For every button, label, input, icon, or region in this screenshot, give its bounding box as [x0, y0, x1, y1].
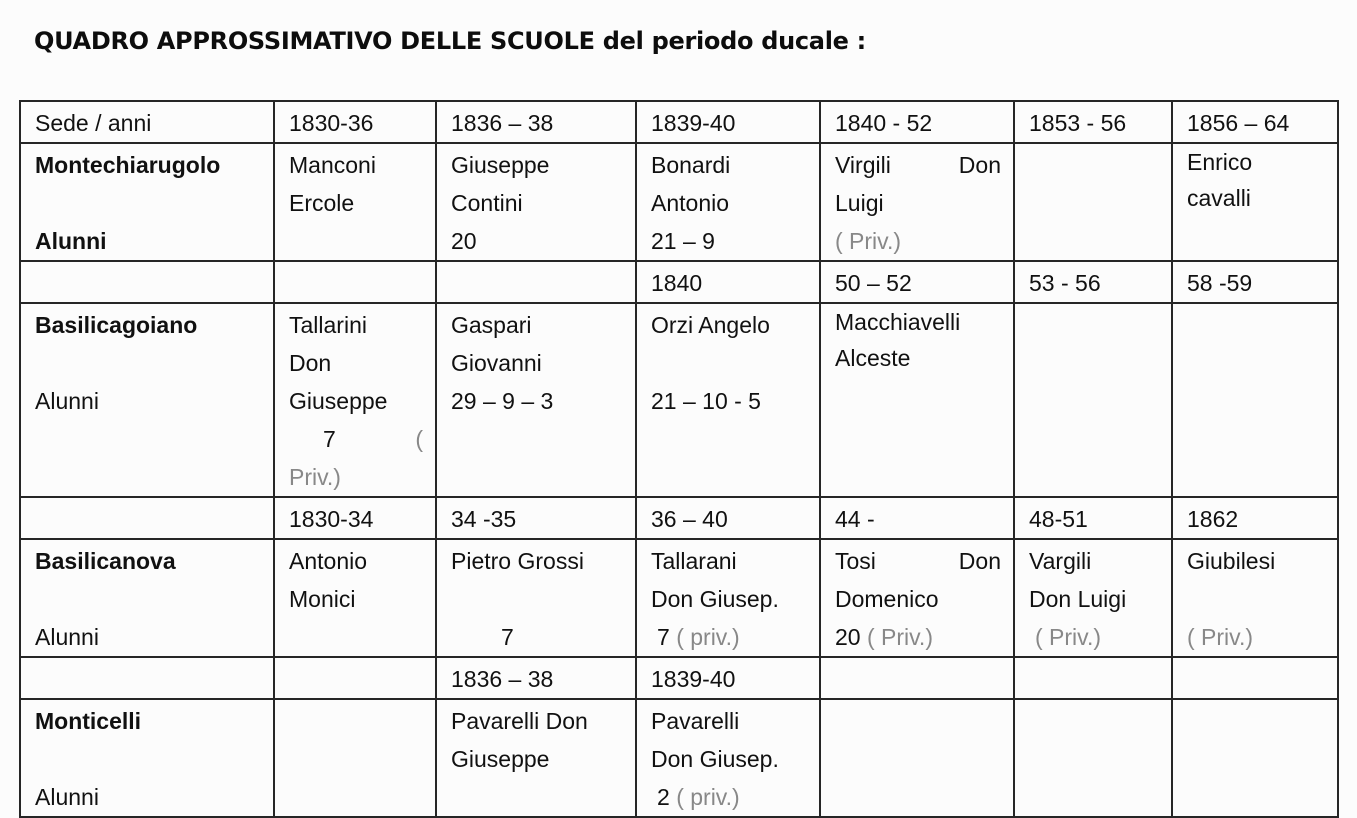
empty-cell: [1014, 699, 1172, 817]
empty-cell: [1172, 699, 1338, 817]
teacher-cell: Virgili Don Luigi ( Priv.): [820, 143, 1014, 261]
years-row: [20, 497, 1338, 539]
teacher-cell: Giuseppe Contini 20: [436, 143, 636, 261]
teacher-cell: Macchiavelli Alceste: [820, 303, 1014, 497]
place-cell: [20, 303, 274, 497]
empty-cell: [1172, 303, 1338, 497]
alunni-label: Alunni: [35, 388, 99, 414]
year-cell: 1836 – 38: [436, 657, 636, 699]
alunni-label: Alunni: [35, 228, 107, 254]
year-cell: 48-51: [1014, 497, 1172, 539]
year-cell: [274, 261, 436, 303]
page-title: [34, 24, 866, 58]
priv-note: ( priv.): [676, 624, 740, 650]
header-cell: Sede / anni: [20, 101, 274, 143]
teacher-cell: Manconi Ercole: [274, 143, 436, 261]
alunni-label: Alunni: [35, 784, 99, 810]
place-cell: [20, 699, 274, 817]
header-cell: 1840 - 52: [820, 101, 1014, 143]
year-cell: [20, 657, 274, 699]
row-montechiarugolo: [20, 143, 1338, 261]
header-cell: 1853 - 56: [1014, 101, 1172, 143]
priv-note: ( Priv.): [1035, 624, 1102, 650]
year-cell: [820, 657, 1014, 699]
header-row: [20, 101, 1338, 143]
teacher-cell: Tallarini Don Giuseppe 7 ( Priv.): [274, 303, 436, 497]
year-cell: [1172, 657, 1338, 699]
place-name: Basilicagoiano: [35, 312, 198, 338]
row-basilicagoiano: [20, 303, 1338, 497]
place-cell: [20, 539, 274, 657]
teacher-cell: Antonio Monici: [274, 539, 436, 657]
year-cell: [1014, 657, 1172, 699]
teacher-cell: Orzi Angelo 21 – 10 - 5: [636, 303, 820, 497]
title-bold: QUADRO APPROSSIMATIVO DELLE SCUOLE: [34, 27, 595, 55]
year-cell: 1830-34: [274, 497, 436, 539]
year-cell: 50 – 52: [820, 261, 1014, 303]
header-cell: 1836 – 38: [436, 101, 636, 143]
teacher-cell: Tosi Don Domenico 20 ( Priv.): [820, 539, 1014, 657]
row-monticelli: [20, 699, 1338, 817]
empty-cell: [1014, 143, 1172, 261]
year-cell: 36 – 40: [636, 497, 820, 539]
place-cell: [20, 143, 274, 261]
row-basilicanova: [20, 539, 1338, 657]
year-cell: 1840: [636, 261, 820, 303]
teacher-cell: Vargili Don Luigi ( Priv.): [1014, 539, 1172, 657]
years-row: [20, 261, 1338, 303]
priv-note: ( Priv.): [866, 624, 933, 650]
place-name: Monticelli: [35, 708, 142, 734]
year-cell: 34 -35: [436, 497, 636, 539]
teacher-cell: Bonardi Antonio 21 – 9: [636, 143, 820, 261]
year-cell: 58 -59: [1172, 261, 1338, 303]
teacher-cell: Tallarani Don Giusep. 7 ( priv.): [636, 539, 820, 657]
header-cell: 1856 – 64: [1172, 101, 1338, 143]
empty-cell: [274, 699, 436, 817]
teacher-cell: Pavarelli Don Giusep. 2 ( priv.): [636, 699, 820, 817]
year-cell: 1839-40: [636, 657, 820, 699]
year-cell: [436, 261, 636, 303]
header-cell: 1839-40: [636, 101, 820, 143]
teacher-cell: Giubilesi ( Priv.): [1172, 539, 1338, 657]
schools-table: [19, 100, 1339, 818]
title-rest: del periodo ducale :: [594, 27, 866, 55]
header-cell: 1830-36: [274, 101, 436, 143]
years-row: [20, 657, 1338, 699]
empty-cell: [820, 699, 1014, 817]
place-name: Basilicanova: [35, 548, 176, 574]
place-name: Montechiarugolo: [35, 152, 221, 178]
priv-note: Priv.): [289, 464, 341, 490]
year-cell: 1862: [1172, 497, 1338, 539]
year-cell: [20, 261, 274, 303]
teacher-cell: Gaspari Giovanni 29 – 9 – 3: [436, 303, 636, 497]
teacher-cell: Enrico cavalli: [1172, 143, 1338, 261]
year-cell: [274, 657, 436, 699]
year-cell: 44 -: [820, 497, 1014, 539]
teacher-cell: Pietro Grossi 7: [436, 539, 636, 657]
alunni-label: Alunni: [35, 624, 99, 650]
year-cell: [20, 497, 274, 539]
teacher-cell: Pavarelli Don Giuseppe: [436, 699, 636, 817]
priv-note: ( Priv.): [835, 228, 902, 254]
year-cell: 53 - 56: [1014, 261, 1172, 303]
priv-note: ( priv.): [676, 784, 740, 810]
empty-cell: [1014, 303, 1172, 497]
priv-note: ( Priv.): [1187, 624, 1254, 650]
